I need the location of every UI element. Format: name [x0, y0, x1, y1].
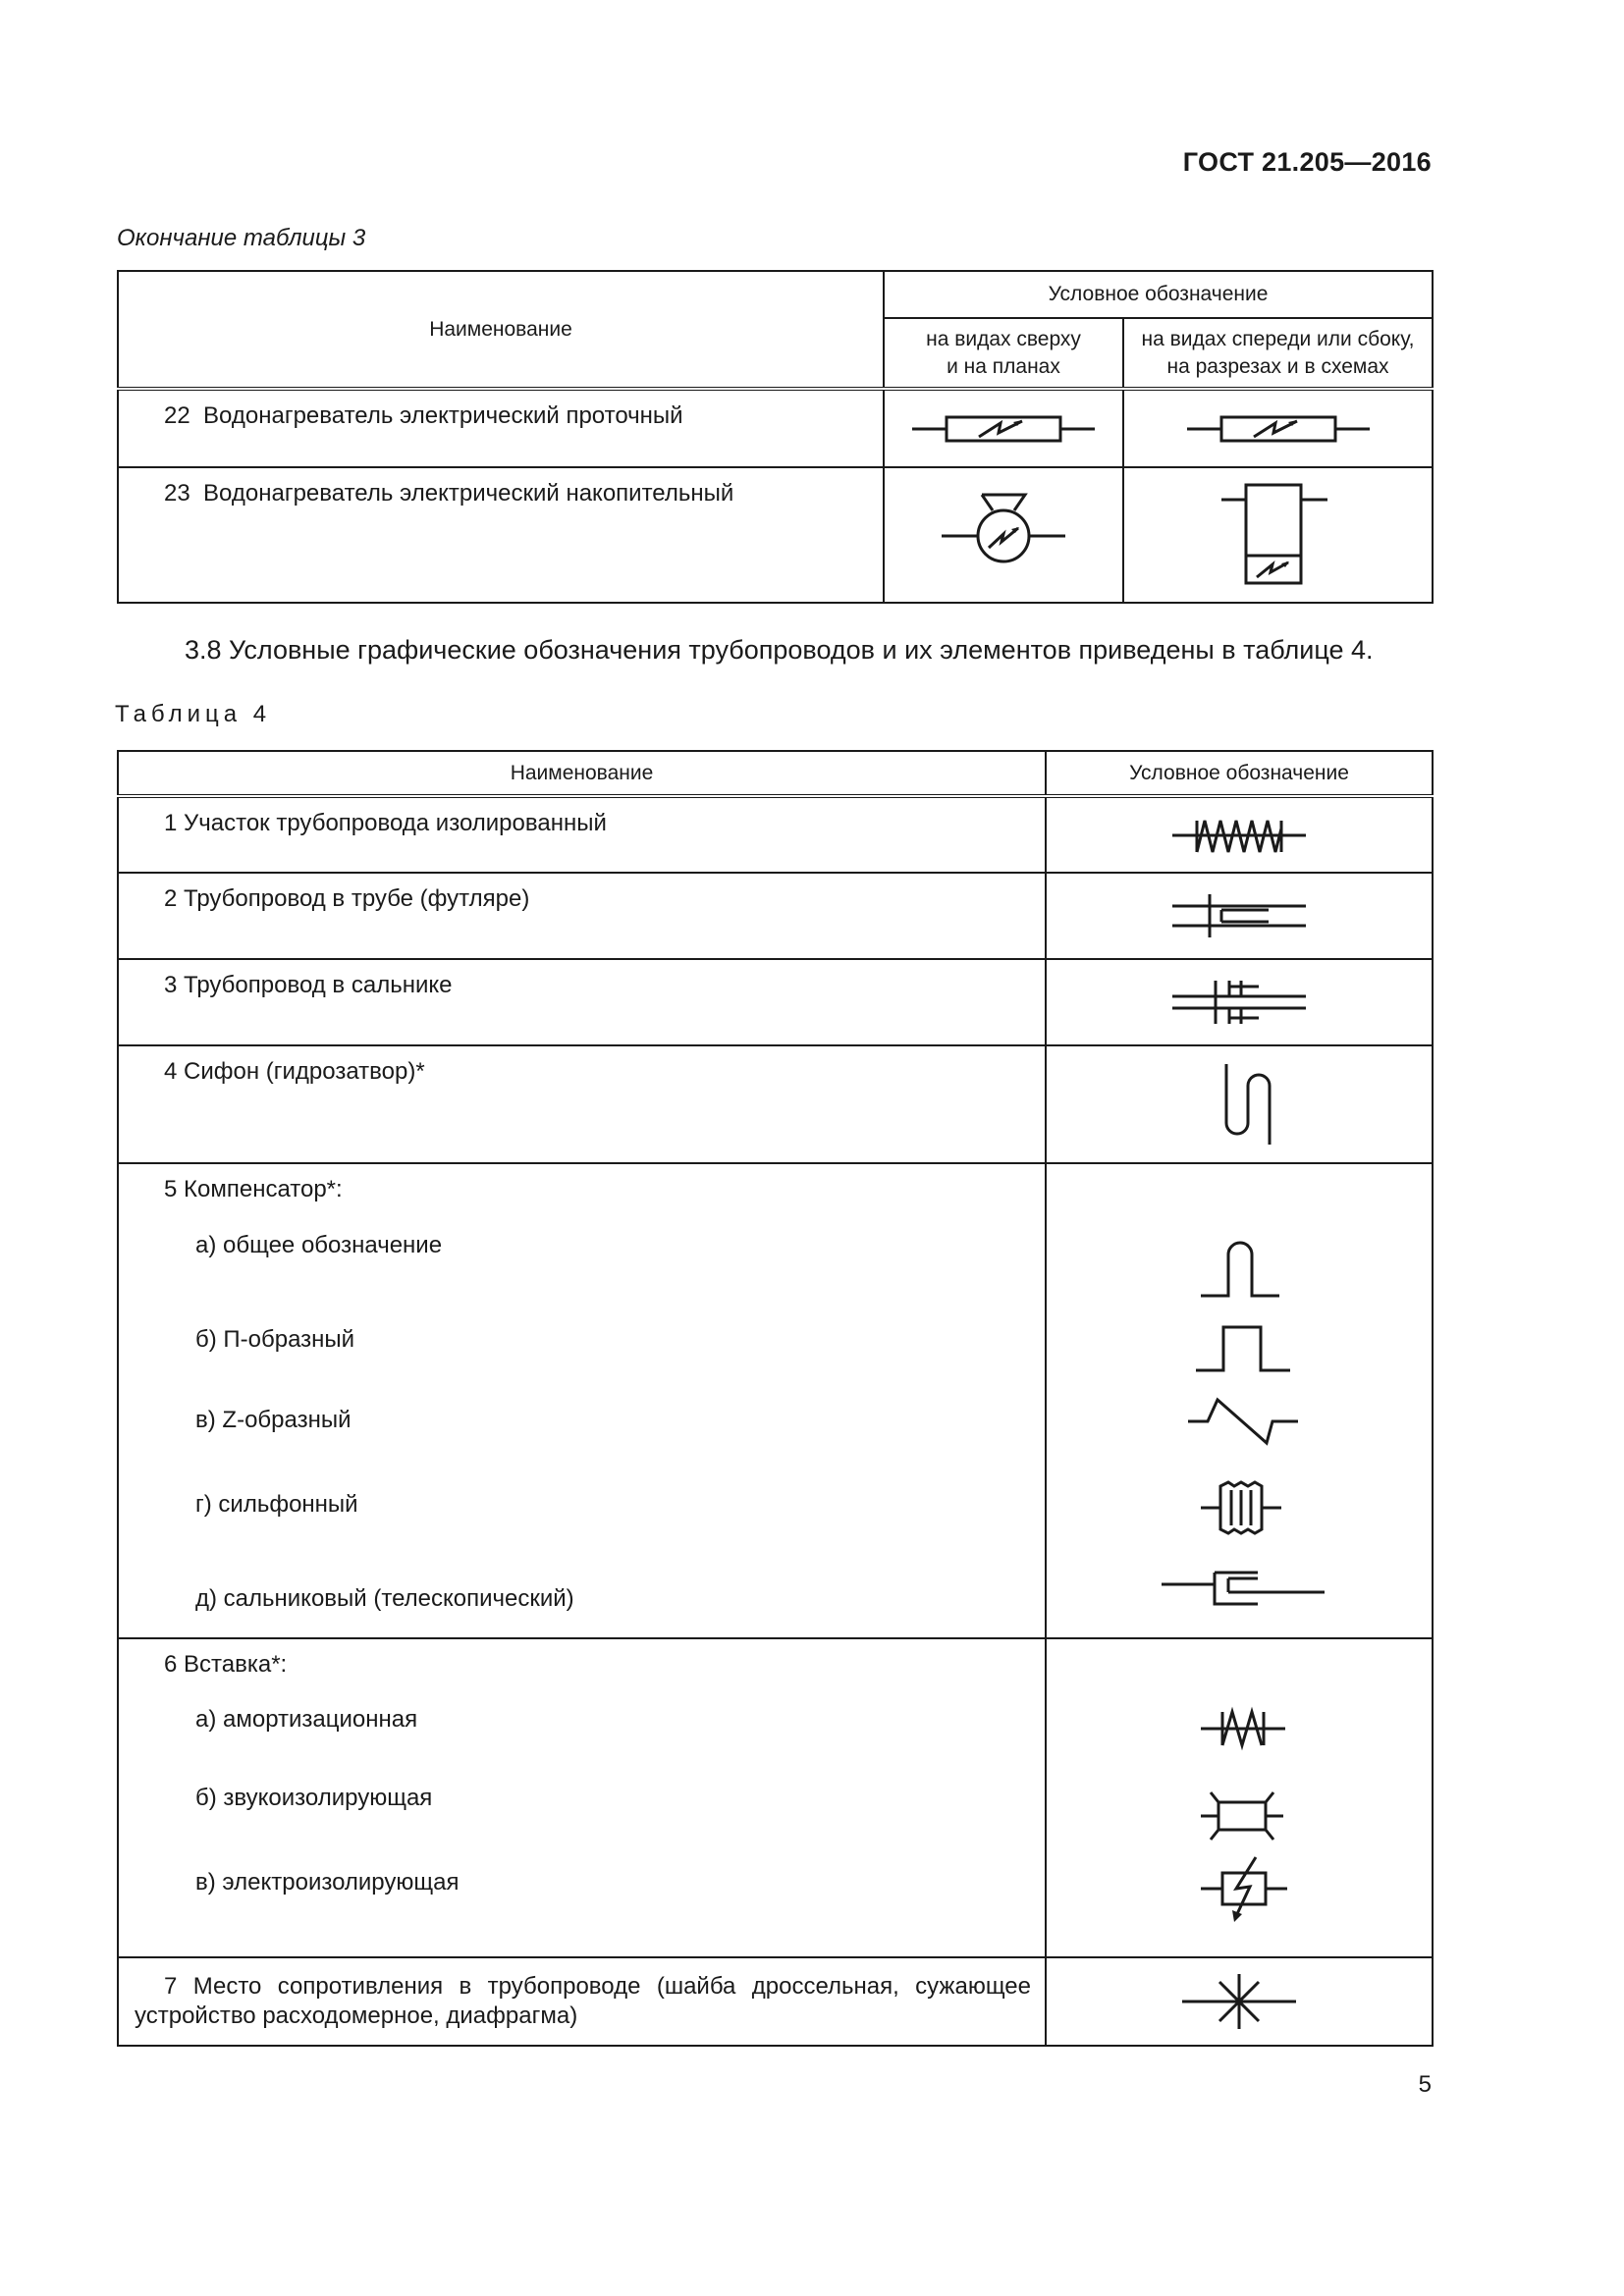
table4-header-symbol: Условное обозначение: [1046, 751, 1433, 796]
storage-water-heater-side-icon: [1219, 480, 1337, 590]
flow-restriction-icon: [1180, 1972, 1298, 2031]
row-label: 1 Участок трубопровода изолированный: [118, 796, 1046, 873]
insert-damping-icon: [1199, 1704, 1287, 1753]
pipe-in-gland-icon: [1170, 977, 1308, 1028]
subitem-label: а) амортизационная: [195, 1706, 418, 1733]
table4-row-5: [118, 1163, 1433, 1638]
page-number: 5: [1418, 2071, 1432, 2098]
table3-row-22: [118, 389, 1433, 467]
document-code: ГОСТ 21.205—2016: [1182, 147, 1432, 177]
compensator-telescopic-icon: [1160, 1569, 1326, 1608]
storage-water-heater-icon: [940, 491, 1067, 579]
table3-header-name: Наименование: [118, 271, 884, 389]
subitem-label: а) общее обозначение: [195, 1232, 443, 1258]
compensator-u-shaped-icon: [1194, 1323, 1292, 1374]
flow-water-heater-icon: [910, 409, 1097, 449]
table3-header-side-view: на видах спереди или сбоку, на разрезах и в схемах: [1123, 318, 1433, 389]
insert-electrical-insulating-icon: [1199, 1853, 1289, 1924]
row-label: 7 Место сопротивления в трубопроводе (шайба дроссельная, сужающее устройство расходомерное, диафрагма): [118, 1957, 1046, 2046]
subitem-label: в) Z-образный: [195, 1407, 352, 1433]
row-text: Водонагреватель электрический проточный: [203, 402, 683, 429]
table4-row-1: [118, 796, 1433, 873]
pipe-in-casing-icon: [1170, 890, 1308, 941]
row-label: 3 Трубопровод в сальнике: [118, 959, 1046, 1045]
paragraph-3-8: 3.8 Условные графические обозначения трубопроводов и их элементов приведены в таблице 4.: [185, 635, 1374, 665]
row-text: Водонагреватель электрический накопительный: [203, 480, 734, 507]
subitem-label: г) сильфонный: [195, 1491, 358, 1518]
siphon-icon: [1205, 1060, 1273, 1148]
table3-header-group: Условное обозначение: [884, 271, 1433, 318]
table4-row-2: [118, 873, 1433, 959]
table3-row-23: [118, 467, 1433, 603]
compensator-bellows-icon: [1199, 1480, 1283, 1535]
insulated-pipe-icon: [1170, 813, 1308, 858]
table4-header-name: Наименование: [118, 751, 1046, 796]
row-number: 22: [164, 402, 190, 429]
row-label: 2 Трубопровод в трубе (футляре): [118, 873, 1046, 959]
row-label: 4 Сифон (гидрозатвор)*: [118, 1045, 1046, 1163]
table3: [117, 270, 1434, 604]
subitem-label: б) П-образный: [195, 1326, 355, 1353]
compensator-general-icon: [1199, 1237, 1281, 1300]
subitem-label: в) электроизолирующая: [195, 1869, 460, 1896]
subitem-label: д) сальниковый (телескопический): [195, 1585, 574, 1612]
table4-row-6: [118, 1638, 1433, 1957]
table4-row-4: [118, 1045, 1433, 1163]
row-label: 5 Компенсатор*:: [164, 1176, 343, 1202]
table4-caption: Таблица 4: [115, 701, 272, 727]
insert-soundproof-icon: [1199, 1787, 1285, 1845]
row-label: 6 Вставка*:: [164, 1651, 288, 1678]
table3-caption: Окончание таблицы 3: [117, 225, 366, 251]
flow-water-heater-side-icon: [1185, 409, 1372, 449]
subitem-label: б) звукоизолирующая: [195, 1785, 433, 1811]
row-number: 23: [164, 480, 190, 507]
table3-header-top-view: на видах сверху и на планах: [884, 318, 1123, 389]
table4-row-7: [118, 1957, 1433, 2046]
compensator-z-shaped-icon: [1186, 1396, 1300, 1449]
table4: [117, 750, 1434, 2047]
table4-row-3: [118, 959, 1433, 1045]
